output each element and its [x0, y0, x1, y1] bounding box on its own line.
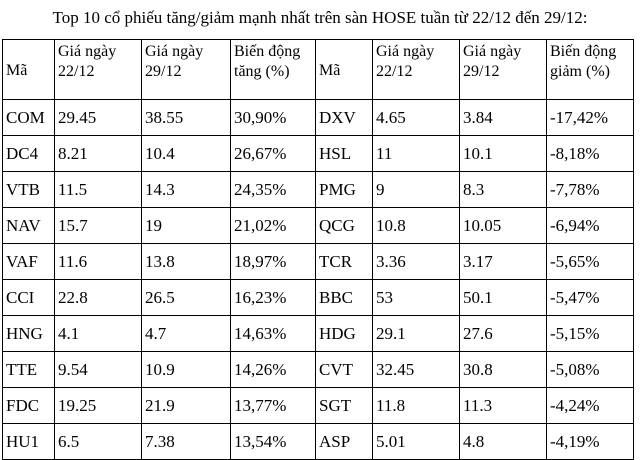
loser-symbol: ASP	[316, 424, 373, 460]
gainer-symbol: HU1	[3, 424, 55, 460]
gainer-price-22-12: 9.54	[55, 352, 142, 388]
gainer-change: 14,26%	[231, 352, 316, 388]
header-price-22-12-gainers: Giá ngày 22/12	[55, 40, 142, 100]
loser-price-22-12: 5.01	[373, 424, 460, 460]
header-symbol-gainers: Mã	[3, 40, 55, 100]
gainer-change: 16,23%	[231, 280, 316, 316]
loser-symbol: TCR	[316, 244, 373, 280]
gainer-change: 13,77%	[231, 388, 316, 424]
gainer-change: 14,63%	[231, 316, 316, 352]
loser-price-22-12: 11	[373, 136, 460, 172]
loser-price-29-12: 3.17	[460, 244, 547, 280]
loser-change: -6,94%	[547, 208, 634, 244]
gainer-price-22-12: 11.5	[55, 172, 142, 208]
gainer-symbol: VTB	[3, 172, 55, 208]
gainer-price-22-12: 4.1	[55, 316, 142, 352]
loser-price-29-12: 8.3	[460, 172, 547, 208]
gainer-change: 26,67%	[231, 136, 316, 172]
gainer-price-29-12: 4.7	[142, 316, 231, 352]
gainer-price-29-12: 10.9	[142, 352, 231, 388]
gainer-price-22-12: 11.6	[55, 244, 142, 280]
gainer-symbol: COM	[3, 100, 55, 136]
header-price-22-12-losers: Giá ngày 22/12	[373, 40, 460, 100]
loser-change: -17,42%	[547, 100, 634, 136]
gainer-symbol: NAV	[3, 208, 55, 244]
loser-price-29-12: 10.05	[460, 208, 547, 244]
loser-price-22-12: 9	[373, 172, 460, 208]
loser-change: -5,08%	[547, 352, 634, 388]
loser-price-22-12: 4.65	[373, 100, 460, 136]
gainer-price-22-12: 6.5	[55, 424, 142, 460]
gainer-symbol: DC4	[3, 136, 55, 172]
gainer-symbol: CCI	[3, 280, 55, 316]
table-row	[3, 244, 634, 280]
loser-change: -5,65%	[547, 244, 634, 280]
table-row	[3, 424, 634, 460]
header-change-up: Biến động tăng (%)	[231, 40, 316, 100]
loser-price-22-12: 11.8	[373, 388, 460, 424]
loser-price-22-12: 53	[373, 280, 460, 316]
gainer-price-29-12: 38.55	[142, 100, 231, 136]
table-row	[3, 316, 634, 352]
loser-symbol: SGT	[316, 388, 373, 424]
gainer-symbol: TTE	[3, 352, 55, 388]
loser-price-29-12: 11.3	[460, 388, 547, 424]
gainer-price-22-12: 8.21	[55, 136, 142, 172]
gainer-price-29-12: 10.4	[142, 136, 231, 172]
stock-table	[2, 39, 634, 460]
gainer-price-22-12: 19.25	[55, 388, 142, 424]
loser-price-22-12: 29.1	[373, 316, 460, 352]
loser-symbol: HDG	[316, 316, 373, 352]
loser-symbol: QCG	[316, 208, 373, 244]
loser-price-29-12: 4.8	[460, 424, 547, 460]
gainer-price-22-12: 15.7	[55, 208, 142, 244]
gainer-change: 24,35%	[231, 172, 316, 208]
loser-symbol: BBC	[316, 280, 373, 316]
table-body	[3, 40, 634, 460]
gainer-symbol: VAF	[3, 244, 55, 280]
gainer-price-29-12: 21.9	[142, 388, 231, 424]
loser-price-22-12: 10.8	[373, 208, 460, 244]
table-row	[3, 280, 634, 316]
gainer-price-29-12: 13.8	[142, 244, 231, 280]
gainer-price-29-12: 7.38	[142, 424, 231, 460]
header-price-29-12-gainers: Giá ngày 29/12	[142, 40, 231, 100]
gainer-symbol: HNG	[3, 316, 55, 352]
gainer-change: 13,54%	[231, 424, 316, 460]
table-row	[3, 388, 634, 424]
loser-symbol: DXV	[316, 100, 373, 136]
loser-change: -7,78%	[547, 172, 634, 208]
loser-change: -4,24%	[547, 388, 634, 424]
header-price-29-12-losers: Giá ngày 29/12	[460, 40, 547, 100]
loser-price-29-12: 30.8	[460, 352, 547, 388]
gainer-change: 30,90%	[231, 100, 316, 136]
gainer-change: 18,97%	[231, 244, 316, 280]
loser-symbol: HSL	[316, 136, 373, 172]
loser-price-29-12: 50.1	[460, 280, 547, 316]
page-title: Top 10 cổ phiếu tăng/giảm mạnh nhất trên sàn HOSE tuần từ 22/12 đến 29/12:	[52, 8, 588, 27]
loser-change: -8,18%	[547, 136, 634, 172]
table-row	[3, 100, 634, 136]
loser-price-29-12: 10.1	[460, 136, 547, 172]
header-change-down: Biến động giảm (%)	[547, 40, 634, 100]
loser-change: -5,15%	[547, 316, 634, 352]
loser-symbol: CVT	[316, 352, 373, 388]
table-row	[3, 352, 634, 388]
loser-symbol: PMG	[316, 172, 373, 208]
table-header-row	[3, 40, 634, 100]
loser-change: -4,19%	[547, 424, 634, 460]
loser-price-29-12: 27.6	[460, 316, 547, 352]
gainer-change: 21,02%	[231, 208, 316, 244]
loser-change: -5,47%	[547, 280, 634, 316]
table-row	[3, 136, 634, 172]
header-symbol-losers: Mã	[316, 40, 373, 100]
loser-price-22-12: 32.45	[373, 352, 460, 388]
gainer-price-22-12: 22.8	[55, 280, 142, 316]
table-row	[3, 208, 634, 244]
gainer-price-29-12: 19	[142, 208, 231, 244]
gainer-price-29-12: 26.5	[142, 280, 231, 316]
table-row	[3, 172, 634, 208]
gainer-price-29-12: 14.3	[142, 172, 231, 208]
gainer-price-22-12: 29.45	[55, 100, 142, 136]
gainer-symbol: FDC	[3, 388, 55, 424]
loser-price-29-12: 3.84	[460, 100, 547, 136]
loser-price-22-12: 3.36	[373, 244, 460, 280]
